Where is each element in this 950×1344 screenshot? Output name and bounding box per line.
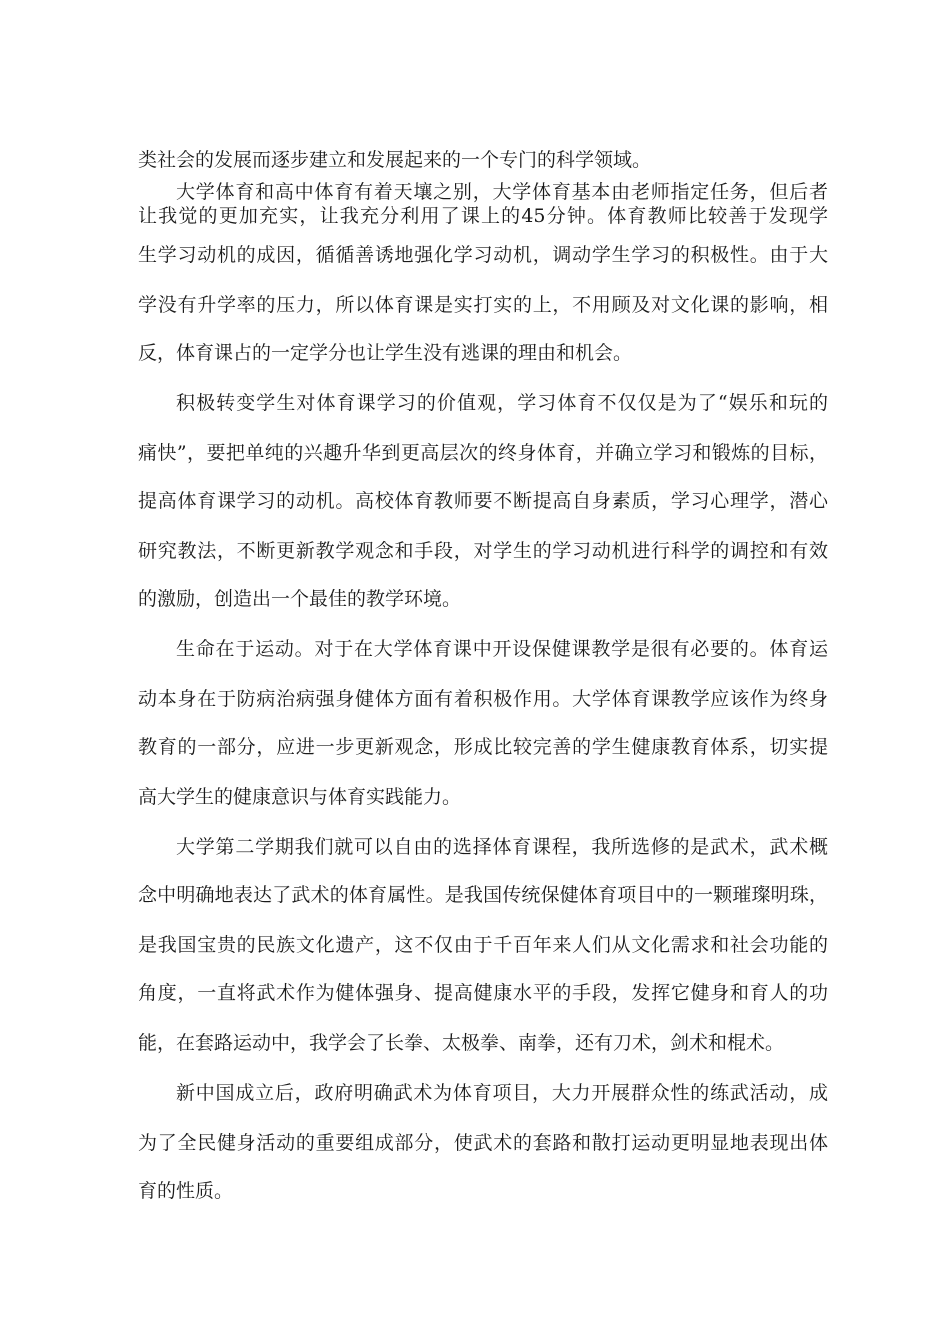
text-line: 积极转变学生对体育课学习的价值观，学习体育不仅仅是为了“娱乐和玩的 — [176, 392, 828, 414]
text-line: 大学第二学期我们就可以自由的选择体育课程，我所选修的是武术，武术概 — [176, 836, 828, 858]
text-line: 大学体育和高中体育有着天壤之别，大学体育基本由老师指定任务，但后者 — [176, 181, 828, 203]
text-line: 教育的一部分，应进一步更新观念，形成比较完善的学生健康教育体系，切实提 — [138, 736, 828, 758]
text-line: 学没有升学率的压力，所以体育课是实打实的上，不用顾及对文化课的影响，相 — [138, 294, 828, 316]
text-line: 反，体育课占的一定学分也让学生没有逃课的理由和机会。 — [138, 342, 633, 364]
text-line: 研究教法，不断更新教学观念和手段，对学生的学习动机进行科学的调控和有效 — [138, 540, 828, 562]
text-line: 动本身在于防病治病强身健体方面有着积极作用。大学体育课教学应该作为终身 — [138, 688, 828, 710]
text-line: 痛快”，要把单纯的兴趣升华到更高层次的终身体育，并确立学习和锻炼的目标， — [138, 442, 828, 464]
text-line: 是我国宝贵的民族文化遗产，这不仅由于千百年来人们从文化需求和社会功能的 — [138, 934, 828, 956]
text-line: 育的性质。 — [138, 1180, 234, 1202]
text-line: 为了全民健身活动的重要组成部分，使武术的套路和散打运动更明显地表现出体 — [138, 1132, 828, 1154]
text-line: 类社会的发展而逐步建立和发展起来的一个专门的科学领域。 — [138, 149, 652, 171]
text-line: 生学习动机的成因，循循善诱地强化学习动机，调动学生学习的积极性。由于大 — [138, 244, 828, 266]
text-line: 高大学生的健康意识与体育实践能力。 — [138, 786, 462, 808]
text-line: 新中国成立后，政府明确武术为体育项目，大力开展群众性的练武活动，成 — [176, 1082, 828, 1104]
text-line: 的激励，创造出一个最佳的教学环境。 — [138, 588, 462, 610]
text-line: 让我觉的更加充实，让我充分利用了课上的45分钟。体育教师比较善于发现学 — [138, 205, 828, 227]
text-line: 生命在于运动。对于在大学体育课中开设保健课教学是很有必要的。体育运 — [176, 638, 828, 660]
text-line: 念中明确地表达了武术的体育属性。是我国传统保健体育项目中的一颗璀璨明珠， — [138, 884, 828, 906]
text-line: 角度，一直将武术作为健体强身、提高健康水平的手段，发挥它健身和育人的功 — [138, 982, 828, 1004]
text-line: 能，在套路运动中，我学会了长拳、太极拳、南拳，还有刀术，剑术和棍术。 — [138, 1032, 785, 1054]
text-line: 提高体育课学习的动机。高校体育教师要不断提高自身素质，学习心理学，潜心 — [138, 490, 828, 512]
